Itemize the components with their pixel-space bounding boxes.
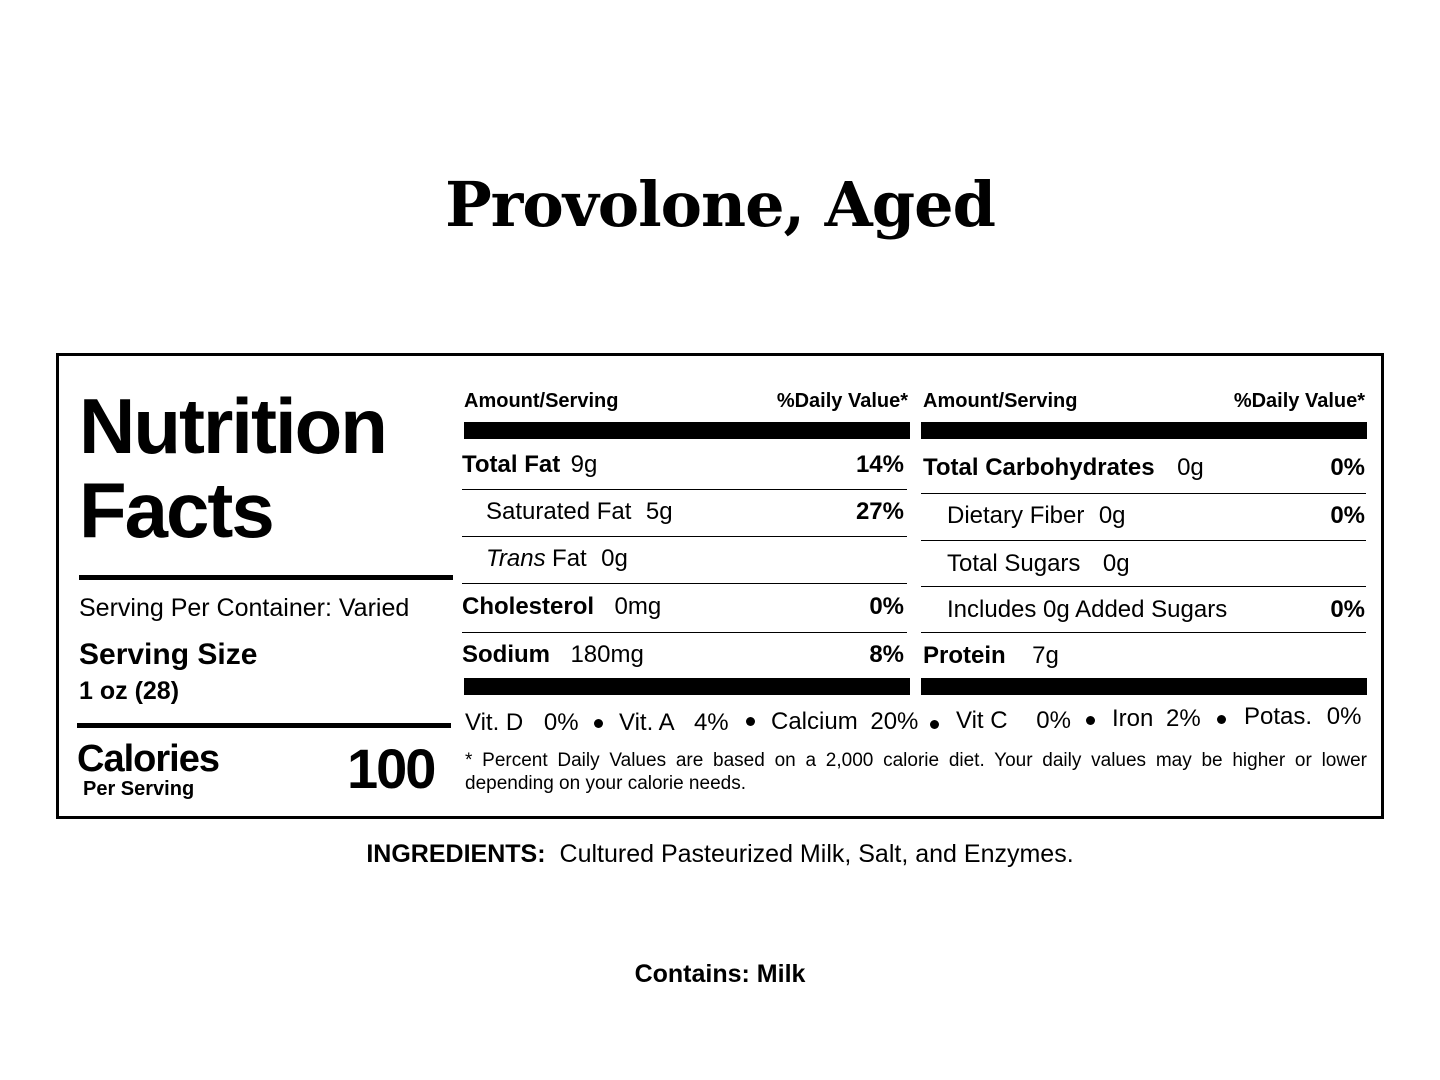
nutrition-facts-panel xyxy=(56,353,1384,819)
vitamin-name: Vit C xyxy=(956,707,1008,734)
nutrient-name-italic: Trans xyxy=(486,545,546,572)
nutrient-row-saturated-fat xyxy=(486,498,673,526)
divider xyxy=(462,489,907,490)
nutrient-dv: 27% xyxy=(855,498,904,525)
nutrient-amount: 0g xyxy=(1102,550,1130,577)
product-title: Provolone, Aged xyxy=(445,168,995,241)
nutrient-amount: 5g xyxy=(645,498,673,525)
ingredients-label: INGREDIENTS: xyxy=(366,840,546,868)
divider-thick xyxy=(79,575,453,580)
separator-dot xyxy=(746,717,755,726)
amount-serving-header: Amount/Serving xyxy=(464,390,619,412)
nutrient-name: Total Carbohydrates xyxy=(923,454,1155,481)
nutrient-name: Includes 0g Added Sugars xyxy=(947,596,1228,623)
nutrient-name: Dietary Fiber xyxy=(947,502,1085,529)
nutrient-dv: 0% xyxy=(1330,502,1365,529)
nutrient-row-total-carbohydrates xyxy=(923,454,1204,482)
vitamin-name: Potas. xyxy=(1244,703,1313,730)
serving-size-value: 1 oz (28) xyxy=(79,677,180,705)
calories-value: 100 xyxy=(347,737,435,800)
nutrient-name: Total Sugars xyxy=(947,550,1081,577)
allergen-statement: Contains: Milk xyxy=(634,960,806,988)
calories-per-serving: Per Serving xyxy=(83,778,195,800)
separator-dot xyxy=(594,719,603,728)
nutrition-facts-title: Nutrition Facts xyxy=(79,382,386,554)
nutrient-amount: 180mg xyxy=(570,641,644,668)
nutrient-amount: 0mg xyxy=(614,593,662,620)
divider-thick xyxy=(464,422,910,439)
nutrient-amount: 7g xyxy=(1032,642,1059,669)
vitamin-value: 0% xyxy=(1036,707,1071,734)
nutrient-dv: 0% xyxy=(869,593,904,620)
vitamin-name: Calcium xyxy=(771,708,858,735)
separator-dot xyxy=(1217,715,1226,724)
vitamin-value: 0% xyxy=(543,709,579,736)
vitamin-vit-a xyxy=(619,709,729,737)
nutrient-row-dietary-fiber xyxy=(947,502,1126,530)
vitamin-value: 20% xyxy=(870,708,919,735)
nutrient-dv: 14% xyxy=(855,451,904,478)
separator-dot xyxy=(930,720,939,729)
vitamin-value: 0% xyxy=(1326,703,1362,730)
divider xyxy=(921,540,1366,541)
vitamin-vit-d xyxy=(465,709,579,737)
servings-per-container: Serving Per Container: Varied xyxy=(79,594,410,622)
divider xyxy=(921,632,1366,633)
nutrient-row-sodium xyxy=(462,641,644,669)
calories-label: Calories xyxy=(77,738,219,780)
divider xyxy=(921,493,1366,494)
vitamin-iron xyxy=(1112,705,1201,733)
nutrient-amount: 0g xyxy=(1098,502,1126,529)
nutrient-row-protein xyxy=(923,642,1059,670)
nutrient-row-total-fat xyxy=(462,451,597,479)
vitamin-name: Vit. D xyxy=(465,709,524,736)
daily-value-footnote: * Percent Daily Values are based on a 2,000 calorie diet. Your daily values may be higher or lower depending on your calorie needs. xyxy=(465,750,1367,794)
vitamin-potassium xyxy=(1244,703,1361,731)
nutrient-name: Fat xyxy=(552,545,587,572)
vitamin-calcium xyxy=(771,708,918,736)
divider xyxy=(462,632,907,633)
nutrient-amount: 0g xyxy=(1177,454,1204,481)
nutrient-amount: 0g xyxy=(601,545,628,572)
divider xyxy=(921,586,1366,587)
ingredients-text: Cultured Pasteurized Milk, Salt, and Enzymes. xyxy=(559,840,1074,868)
nutrient-name: Cholesterol xyxy=(462,593,595,620)
divider-thick xyxy=(77,723,451,728)
nutrient-row-cholesterol xyxy=(462,593,661,621)
serving-size-label: Serving Size xyxy=(79,638,258,671)
nutrient-name: Sodium xyxy=(462,641,550,668)
divider-thick xyxy=(921,422,1367,439)
nutrient-name: Total Fat xyxy=(462,451,561,478)
vitamin-name: Iron xyxy=(1112,705,1154,732)
divider-thick xyxy=(464,678,910,695)
daily-value-header: %Daily Value* xyxy=(1233,390,1365,412)
nutrient-dv: 0% xyxy=(1330,596,1365,623)
ingredients-statement xyxy=(0,840,1440,869)
separator-dot xyxy=(1086,716,1095,725)
vitamin-name: Vit. A xyxy=(619,709,674,736)
vitamin-value: 4% xyxy=(693,709,729,736)
nutrient-dv: 0% xyxy=(1330,454,1365,481)
vitamin-value: 2% xyxy=(1166,705,1201,732)
divider-thick xyxy=(921,678,1367,695)
nutrient-name: Saturated Fat xyxy=(486,498,632,525)
vitamin-vit-c xyxy=(956,707,1071,735)
nutrient-name: Protein xyxy=(923,642,1006,669)
nutrient-row-added-sugars xyxy=(947,596,1227,624)
nutrient-row-trans-fat xyxy=(486,545,628,573)
nutrient-row-total-sugars xyxy=(947,550,1130,578)
divider xyxy=(462,536,907,537)
amount-serving-header: Amount/Serving xyxy=(923,390,1078,412)
divider xyxy=(462,583,907,584)
nutrient-dv: 8% xyxy=(869,641,904,668)
daily-value-header: %Daily Value* xyxy=(776,390,908,412)
nutrient-amount: 9g xyxy=(570,451,598,478)
